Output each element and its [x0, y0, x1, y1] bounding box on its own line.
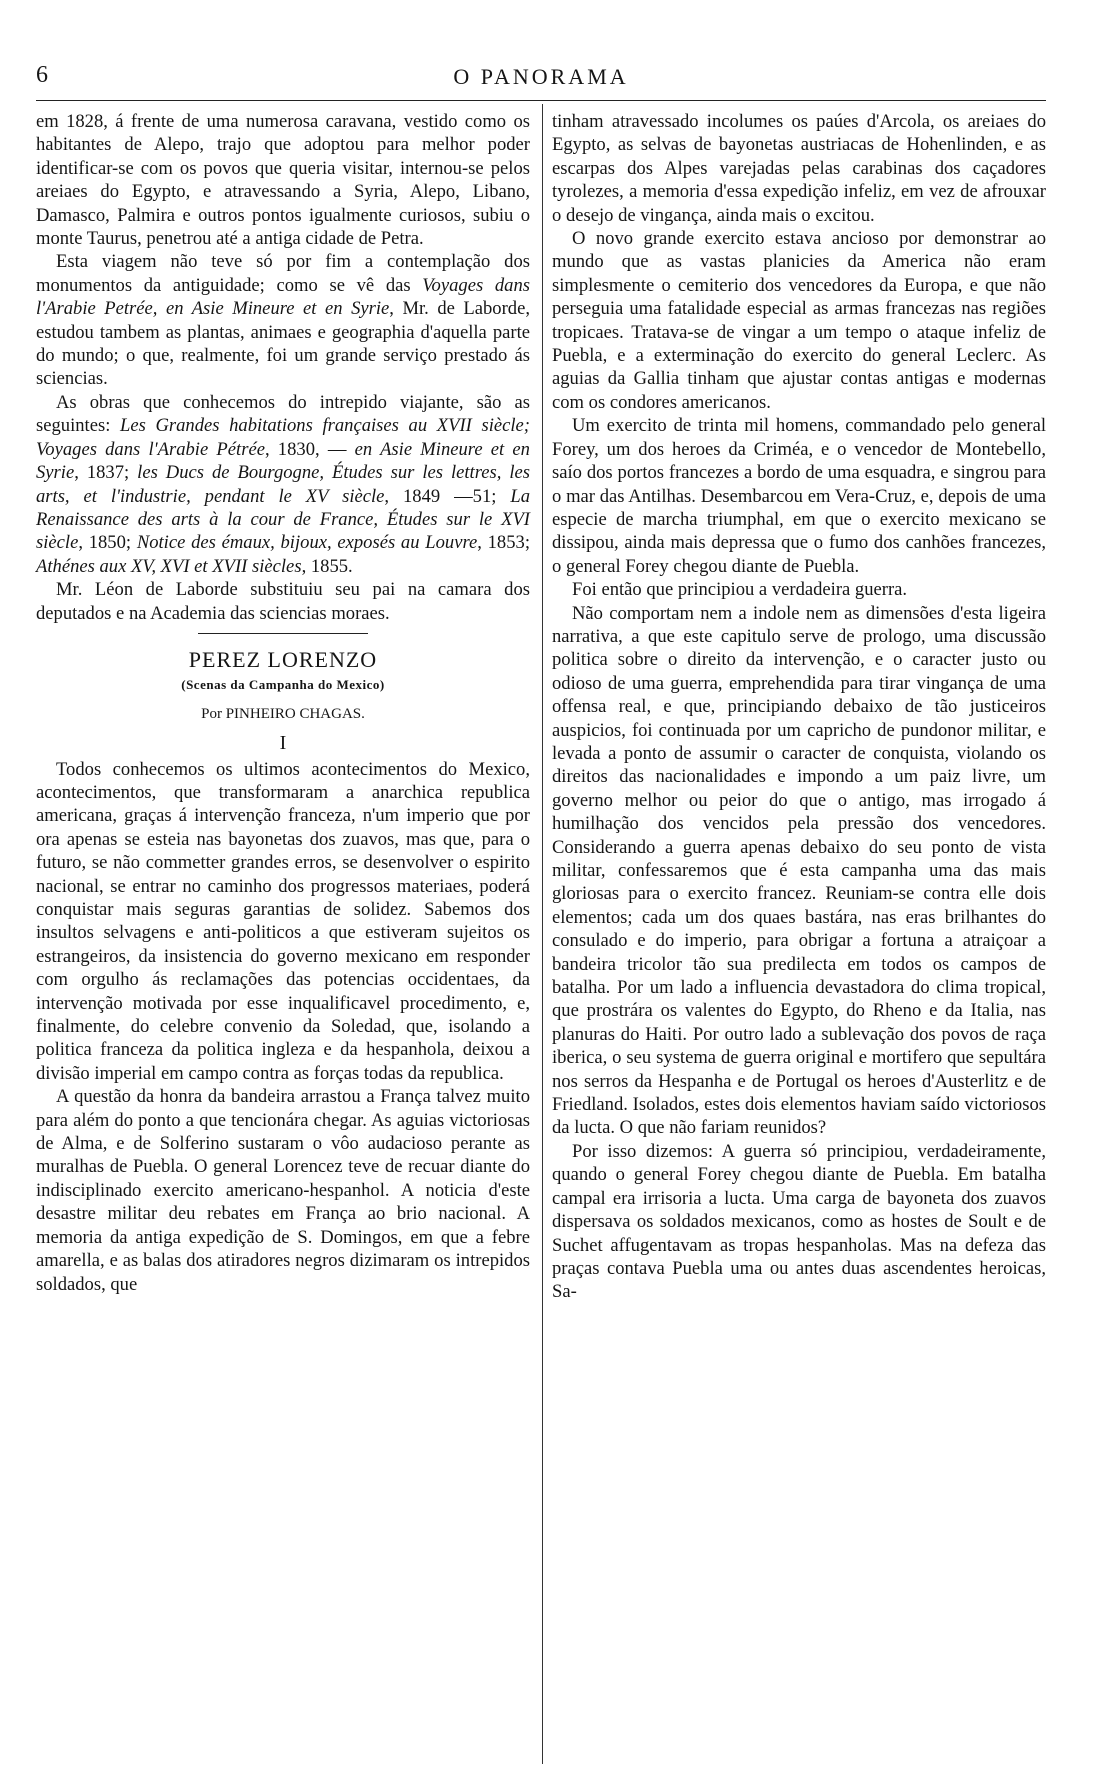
- left-column: [36, 110, 530, 1296]
- paragraph-text: , 1850;: [78, 532, 137, 554]
- paragraph: Mr. Léon de Laborde substituiu seu pai na camara dos deputados e na Academia das sciencias moraes.: [36, 579, 530, 624]
- book-title: Voyages dans l'Arabie Petrée, en Asie Mineure et en Syrie: [36, 274, 530, 320]
- paragraph-text: , Mr. de Laborde, estudou tambem as plantas, animaes e geographia d'aquella parte do mundo; o que, realmente, foi um grande serviço prestado ás sciencias.: [36, 298, 530, 390]
- paragraph: Por isso dizemos: A guerra só principiou, verdadeiramente, quando o general Forey chegou diante de Puebla. Em batalha campal era irrisoria a lucta. Uma carga de bayoneta dos zuavos dispersava os soldados mexicanos, como as hostes de Soult e de Suchet affugentavam as tropas hespanholas. Mas na defeza das praças contava Puebla uma ou antes duas ascendentes heroicas, Sa-: [552, 1140, 1046, 1303]
- paragraph: Não comportam nem a indole nem as dimensões d'esta ligeira narrativa, a que este capitulo serve de prologo, uma discussão politica sobre o direito da intervenção, e o caracter justo ou odioso de uma guerra, emprehendida para tirar vingança de uma offensa real, e que, principiando debaixo de tão justiceiros auspicios, foi continuada por um capricho de pundonor militar, e levada a ponto de assumir o caracter de conquista, violando os direitos das nacionalidades e impondo a um paiz livre, um governo melhor ou peior do que o antigo, mas irrogado á humilhação dos vencidos pela pressão dos vencedores. Considerando a guerra apenas debaixo do seu ponto de vista militar, confessaremos que é esta campanha uma das mais gloriosas para o exercito francez. Reuniam-se contra elle dois elementos; cada um dos quaes bastára, nas eras brilhantes do consulado e do imperio, para obrigar a fortuna a atraiçoar a bandeira tricolor tão sua predilecta em todos os campos de batalha. Por um lado a influencia devastadora do clima tropical, que prostrára os valentes do Egypto, do Rheno e da Italia, nas planuras do Haiti. Por outro lado a sublevação dos povos de raça iberica, o seu systema de guerra original e mortifero que sepultára nos serros da Hespanha e de Portugal os heroes d'Austerlitz e de Friedland. Isolados, estes dois elementos haviam saído victoriosos da lucta. O que não fariam reunidos?: [552, 602, 1046, 1139]
- book-title: les Ducs de Bourgogne, Études sur les lettres, les arts, et l'industrie, pendant le XV siècle: [36, 462, 530, 507]
- paragraph: Foi então que principiou a verdadeira guerra.: [572, 579, 908, 601]
- paragraph-text: , 1849 —51;: [384, 485, 511, 507]
- book-title: Les Grandes habitations françaises au XVII siècle; Voyages dans l'Arabie Pétrée: [36, 415, 530, 460]
- paragraph-text: , 1837;: [74, 462, 138, 484]
- paragraph: tinham atravessado incolumes os paúes d'Arcola, os areiaes do Egypto, as selvas de bayonetas austriacas de Hohenlinden, e as escarpas dos Alpes varejadas pelas carabinas dos caçadores tyrolezes, a memoria d'essa expedição infeliz, em vez de afrouxar o desejo de vingança, ainda mais o excitou.: [552, 111, 1046, 226]
- paragraph: Todos conhecemos os ultimos acontecimentos do Mexico, acontecimentos, que transformaram a anarchica republica americana, graças á intervenção franceza, n'um imperio que por ora apenas se esteia nas bayonetas dos zuavos, mas que, para o futuro, se não commetter grandes erros, se desenvolver o espirito nacional, se entrar no caminho dos progressos materiaes, poderá conquistar mais seguras garantias de solidez. Sabemos dos insultos selvagens e anti-politicos a que estiveram sujeitos os estrangeiros, da insistencia do governo mexicano em responder com orgulho ás reclamações das potencias occidentaes, da intervenção motivada por esse inqualificavel procedimento, e, finalmente, do celebre convenio da Soledad, que, isolando a politica franceza da politica ingleza e da hespanhola, deixou a divisão imperial em campo contra as forças todas da republica.: [36, 758, 530, 1084]
- paragraph: [36, 250, 530, 390]
- paragraph: [36, 391, 530, 578]
- column-divider: [542, 104, 543, 1764]
- right-column: [552, 110, 1046, 1304]
- paragraph-text: , 1855.: [301, 555, 353, 577]
- paragraph-text: , 1853;: [477, 532, 530, 554]
- book-title: Notice des émaux, bijoux, exposés au Louvre: [136, 532, 478, 554]
- section-number: I: [279, 732, 287, 755]
- paragraph: em 1828, á frente de uma numerosa caravana, vestido como os habitantes de Alepo, trajo que adoptou para melhor poder identificar-se com os povos que queria visitar, internou-se pelos areiaes do Egypto, e atravessando a Syria, Alepo, Libano, Damasco, Palmira e outros pontos igualmente curiosos, subiu o monte Taurus, penetrou até a antiga cidade de Petra.: [36, 111, 530, 250]
- page-header: [36, 58, 1046, 98]
- article-subtitle: (Scenas da Campanha do Mexico): [181, 677, 385, 693]
- book-title: en Asie Mineure et en Syrie: [36, 438, 530, 484]
- section-separator: [198, 633, 368, 634]
- paragraph: Um exercito de trinta mil homens, commandado pelo general Forey, um dos heroes da Criméa, e o vencedor de Montebello, saío dos portos francezes a bordo de uma esquadra, e singrou para o mar das Antilhas. Desembarcou em Vera-Cruz, e, depois de uma especie de marcha triumphal, em que o exercito mexicano se dissipou, ainda mais depressa que o fumo dos canhões francezes, o general Forey chegou diante de Puebla.: [552, 415, 1046, 577]
- page-number: 6: [36, 62, 48, 88]
- header-rule: [36, 100, 1046, 101]
- paragraph-text: As obras que conhecemos do intrepido viajante, são as seguintes:: [36, 391, 530, 437]
- book-title: La Renaissance des arts à la cour de France, Études sur le XVI siècle: [36, 485, 530, 554]
- book-title: Athénes aux XV, XVI et XVII siècles: [36, 555, 302, 577]
- paragraph-text: , 1830, —: [264, 438, 355, 460]
- paragraph: A questão da honra da bandeira arrastou a França talvez muito para além do ponto a que tencionára chegar. As aguias victoriosas de Alma, e de Solferino sustaram o vôo audacioso perante as muralhas de Puebla. O general Lorencez teve de recuar diante do indisciplinado exercito americano-hespanhol. A noticia d'este desastre militar deu rebates em França ao brio nacional. A memoria da antiga expedição de S. Domingos, em que a febre amarella, e as balas dos atiradores negros dizimaram os intrepidos soldados, que: [36, 1086, 530, 1295]
- article-title: PEREZ LORENZO: [188, 646, 378, 672]
- paragraph-text: Esta viagem não teve só por fim a contemplação dos monumentos da antiguidade; como se vê das: [36, 251, 530, 296]
- article-byline: Por PINHEIRO CHAGAS.: [201, 705, 365, 722]
- running-title: O PANORAMA: [453, 64, 629, 89]
- paragraph: O novo grande exercito estava ancioso por demonstrar ao mundo que as vastas planicies da America não eram simplesmente o cemiterio dos vencedores da Europa, e que não perseguia uma fatalidade especial as armas francezas nas regiões tropicaes. Tratava-se de vingar a um tempo o ataque infeliz de Puebla, e a exterminação do exercito do general Leclerc. As aguias da Gallia tinham que ajustar contas antigas e modernas com os condores americanos.: [552, 228, 1046, 413]
